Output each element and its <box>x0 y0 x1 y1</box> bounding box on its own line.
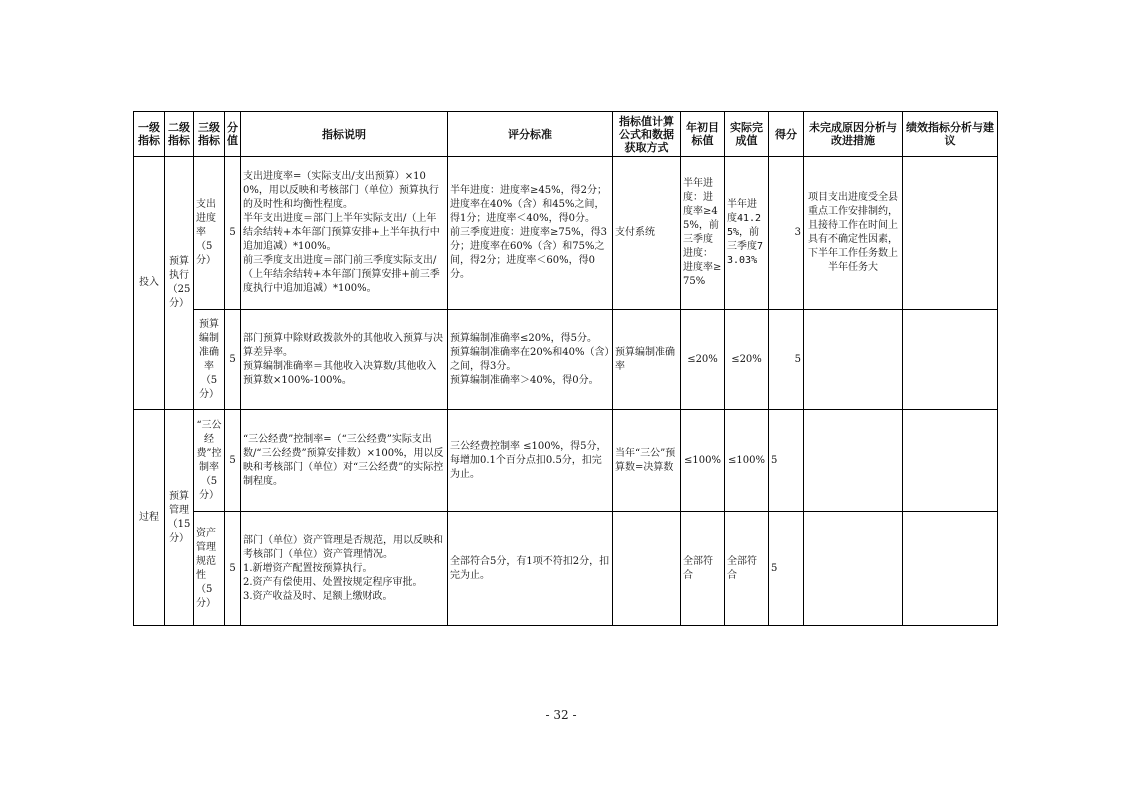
description-cell: “三公经费”控制率=（“三公经费”实际支出数/“三公经费”预算安排数）×100%，用以反映和考核部门（单位）对“三公经费”的实际控制程度。 <box>241 410 448 512</box>
description-cell: 部门（单位）资产管理是否规范，用以反映和考核部门（单位）资产管理情况。 1.新增资产配置按预算执行。 2.资产有偿使用、处置按规定程序审批。 3.资产收益及时、足额上缴财政。 <box>241 512 448 626</box>
header-score: 分值 <box>225 112 241 157</box>
standard-cell: 全部符合5分，有1项不符扣2分，扣完为止。 <box>448 512 613 626</box>
description-cell: 部门预算中除财政拨款外的其他收入预算与决算差异率。 预算编制准确率＝其他收入决算数/其他收入预算数×100%-100%。 <box>241 310 448 410</box>
formula-cell: 支付系统 <box>613 157 681 310</box>
result-cell: 5 <box>769 410 804 512</box>
advice-cell <box>903 512 998 626</box>
table-row <box>134 512 998 626</box>
header-level1: 一级指标 <box>134 112 165 157</box>
standard-cell: 预算编制准确率≤20%，得5分。 预算编制准确率在20%和40%（含）之间，得3分。 预算编制准确率＞40%，得0分。 <box>448 310 613 410</box>
formula-cell: 预算编制准确率 <box>613 310 681 410</box>
target-cell: ≤20% <box>681 310 725 410</box>
standard-cell: 半年进度：进度率≥45%，得2分；进度率在40%（含）和45%之间，得1分；进度率＜40%，得0分。 前三季度进度：进度率≥75%，得3分；进度率在60%（含）和75%之间，得2分；进度率＜60%，得0分。 <box>448 157 613 310</box>
result-cell: 5 <box>769 310 804 410</box>
level2-cell: 预算管理（15分） <box>165 410 194 626</box>
header-row <box>134 112 998 157</box>
level3-cell: 资产管理规范性（5分） <box>194 512 225 626</box>
header-target: 年初目标值 <box>681 112 725 157</box>
header-standard: 评分标准 <box>448 112 613 157</box>
score-cell: 5 <box>225 310 241 410</box>
header-advice: 绩效指标分析与建议 <box>903 112 998 157</box>
header-level3: 三级指标 <box>194 112 225 157</box>
header-level2: 二级指标 <box>165 112 194 157</box>
formula-cell: 当年“三公”预算数=决算数 <box>613 410 681 512</box>
formula-cell <box>613 512 681 626</box>
advice-cell <box>903 410 998 512</box>
header-actual: 实际完成值 <box>725 112 769 157</box>
reason-cell: 项目支出进度受全县重点工作安排制约，且接待工作在时间上具有不确定性因素，下半年工作任务数上半年任务大 <box>804 157 903 310</box>
result-cell: 5 <box>769 512 804 626</box>
header-description: 指标说明 <box>241 112 448 157</box>
advice-cell <box>903 157 998 310</box>
actual-cell: 半年进度41.25%，前三季度73.03% <box>725 157 769 310</box>
advice-cell <box>903 310 998 410</box>
header-result: 得分 <box>769 112 804 157</box>
reason-cell <box>804 512 903 626</box>
target-cell: ≤100% <box>681 410 725 512</box>
table-row <box>134 310 998 410</box>
actual-cell: ≤100% <box>725 410 769 512</box>
reason-cell <box>804 410 903 512</box>
target-cell: 全部符合 <box>681 512 725 626</box>
performance-indicator-table <box>133 111 998 626</box>
score-cell: 5 <box>225 410 241 512</box>
description-cell: 支出进度率=（实际支出/支出预算）×100%，用以反映和考核部门（单位）预算执行的及时性和均衡性程度。 半年支出进度＝部门上半年实际支出/（上年结余结转+本年部门预算安排+上半年执行中追加追减）*100%。 前三季度支出进度＝部门前三季度实际支出/（上年结余结转+本年部门预算安排+前三季度执行中追加追减）*100%。 <box>241 157 448 310</box>
score-cell: 5 <box>225 157 241 310</box>
level1-cell: 过程 <box>134 410 165 626</box>
level1-cell: 投入 <box>134 157 165 410</box>
result-cell: 3 <box>769 157 804 310</box>
table-row <box>134 157 998 310</box>
level3-cell: 预算编制准确率（5分） <box>194 310 225 410</box>
table-row <box>134 410 998 512</box>
target-cell: 半年进度：进度率≥45%，前三季度进度：进度率≥75% <box>681 157 725 310</box>
header-reason: 未完成原因分析与改进措施 <box>804 112 903 157</box>
score-cell: 5 <box>225 512 241 626</box>
actual-cell: ≤20% <box>725 310 769 410</box>
reason-cell <box>804 310 903 410</box>
level2-cell: 预算执行（25分） <box>165 157 194 410</box>
level3-cell: 支出进度率（5分） <box>194 157 225 310</box>
actual-cell: 全部符合 <box>725 512 769 626</box>
header-formula: 指标值计算公式和数据获取方式 <box>613 112 681 157</box>
standard-cell: 三公经费控制率 ≤100%，得5分，每增加0.1个百分点扣0.5分，扣完为止。 <box>448 410 613 512</box>
page-number: - 32 - <box>545 708 577 722</box>
level3-cell: “三公经费”控制率（5分） <box>194 410 225 512</box>
